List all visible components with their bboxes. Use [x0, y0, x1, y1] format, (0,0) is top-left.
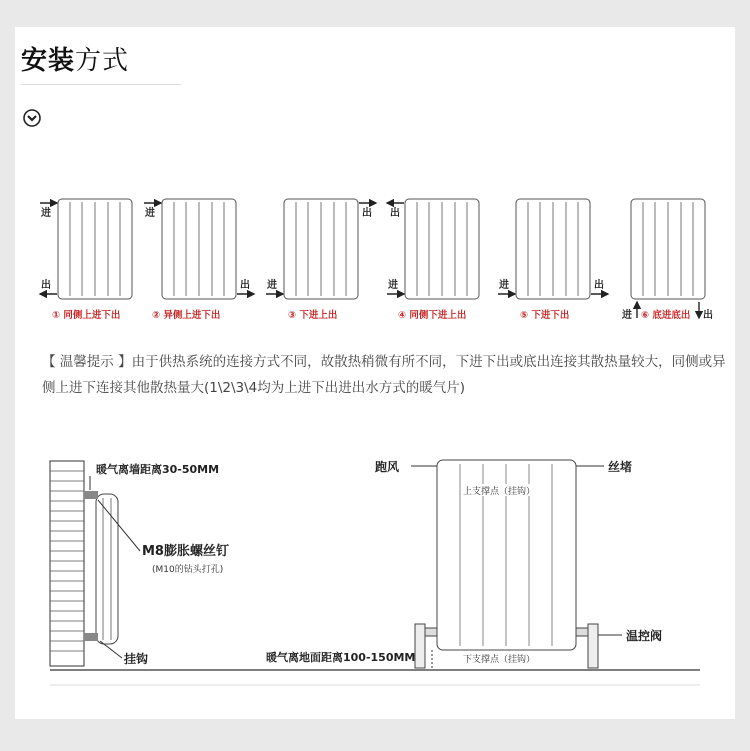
wall-install-diagram: [50, 461, 229, 666]
brick-wall: [50, 461, 84, 666]
diagram-caption: ③ 下进上出: [288, 310, 338, 321]
radiator-5: [516, 199, 590, 299]
hook-label: 挂钩: [124, 652, 149, 666]
installation-tip: 【 温馨提示 】由于供热系统的连接方式不同，故散热稍微有所不同，下进下出或底出连接其散热量较大，同侧或异侧上进下连接其他散热量大(1\2\3\4均为上进下出进出水方式的暖气片): [42, 354, 726, 396]
left-valve: [415, 624, 437, 668]
bolt-label: M8膨胀螺丝钉: [142, 544, 229, 559]
connection-diagram-3: [266, 199, 376, 321]
floor-distance-label: 暖气离地面距离100-150MM: [266, 651, 416, 664]
outlet-label: 出: [362, 208, 372, 219]
floor-line: [50, 670, 700, 685]
diagram-caption: ② 异侧上进下出: [152, 310, 221, 321]
plug-label: 丝堵: [608, 460, 633, 474]
radiator-6: [631, 199, 705, 299]
bolt-note: (M10的钻头打孔): [152, 565, 224, 575]
outlet-label: 出: [41, 280, 51, 291]
connection-diagram-1: [40, 199, 132, 321]
outlet-label: 出: [703, 310, 713, 321]
side-radiator: [84, 491, 118, 644]
inlet-label: 进: [41, 208, 51, 219]
inlet-label: 进: [388, 280, 398, 291]
valve-label: 温控阀: [626, 629, 663, 643]
inlet-label: 进: [267, 280, 277, 291]
outlet-label: 出: [240, 280, 250, 291]
inlet-label: 进: [499, 280, 509, 291]
radiator-1: [58, 199, 132, 299]
inlet-label: 进: [622, 310, 632, 321]
lower-support-label: 下支撑点（挂钩）: [463, 655, 536, 665]
connection-diagram-4: [387, 199, 479, 321]
title-bold: 安装: [21, 46, 76, 76]
right-valve: [576, 624, 598, 668]
lower-bracket: [84, 633, 98, 641]
upper-support-label: 上支撑点（挂钩）: [463, 487, 536, 497]
radiator-4: [405, 199, 479, 299]
inlet-label: 进: [145, 208, 155, 219]
radiator-3: [284, 199, 358, 299]
outlet-label: 出: [594, 280, 604, 291]
diagram-caption: ① 同侧上进下出: [52, 310, 121, 321]
front-install-diagram: [266, 459, 662, 670]
diagram-caption: ⑥ 底进底出: [641, 310, 691, 321]
outlet-label: 出: [390, 208, 400, 219]
wall-distance-label: 暖气离墙距离30-50MM: [96, 463, 220, 476]
upper-bracket: [84, 491, 98, 499]
connection-diagram-2: [144, 199, 254, 321]
diagram-caption: ⑤ 下进下出: [520, 310, 570, 321]
air-vent-label: 跑风: [375, 460, 400, 474]
connection-diagram-5: [498, 199, 608, 321]
diagram-caption: ④ 同侧下进上出: [398, 310, 467, 321]
title-light: 方式: [75, 46, 130, 76]
radiator-2: [162, 199, 236, 299]
connection-diagram-6: [621, 199, 713, 321]
